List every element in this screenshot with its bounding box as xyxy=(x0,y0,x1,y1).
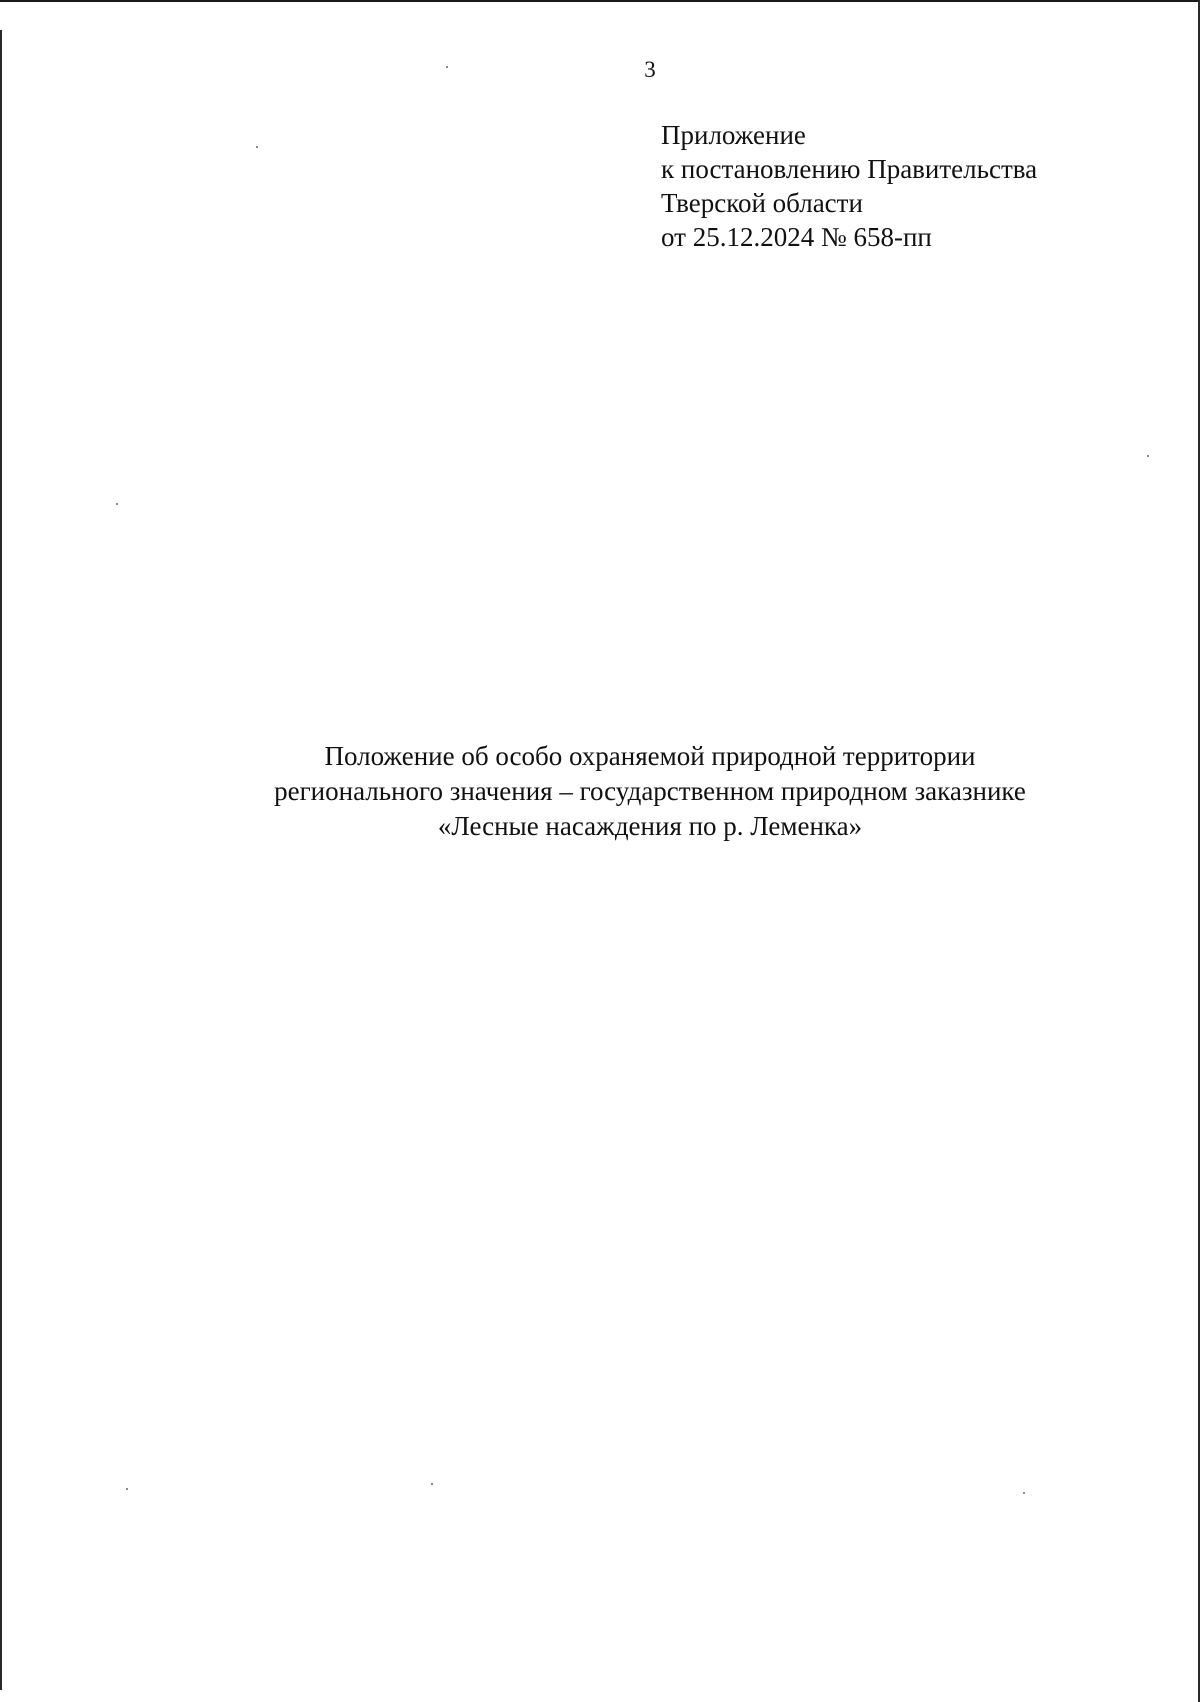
scan-speck xyxy=(126,1488,128,1490)
appendix-header xyxy=(661,118,1037,254)
appendix-line: от 25.12.2024 № 658-пп xyxy=(661,222,932,252)
scan-speck xyxy=(431,1483,433,1485)
appendix-line: к постановлению Правительства xyxy=(661,154,1038,184)
scan-edge-top xyxy=(0,0,1200,2)
document-title xyxy=(0,739,1200,844)
appendix-line: Приложение xyxy=(661,120,806,150)
appendix-line: Тверской области xyxy=(661,188,863,218)
scan-edge-left xyxy=(0,30,2,1690)
title-line: регионального значения – государственном природном заказнике xyxy=(274,776,1026,806)
scan-speck xyxy=(1023,1492,1025,1494)
scan-speck xyxy=(1147,455,1149,457)
title-line: «Лесные насаждения по р. Леменка» xyxy=(437,811,863,841)
scan-speck xyxy=(116,503,118,505)
title-line: Положение об особо охраняемой природной территории xyxy=(324,741,976,771)
scan-speck xyxy=(256,146,258,148)
page-number: 3 xyxy=(644,57,656,82)
